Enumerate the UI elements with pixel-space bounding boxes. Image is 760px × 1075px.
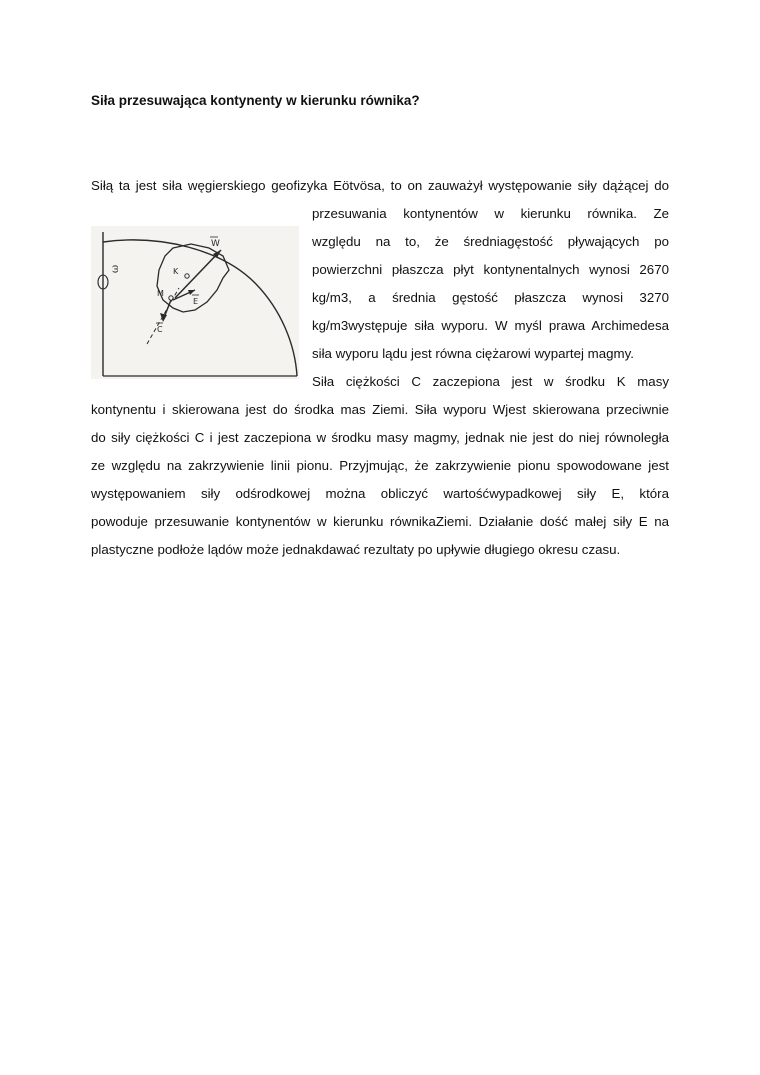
- text-line-3: względu na to, że średniagęstość pływających po: [312, 234, 669, 249]
- text-line-6: kg/m3występuje siła wyporu. W myśl prawa Archimedesa: [312, 318, 669, 333]
- text-line-12: występowaniem siły odśrodkowej można obliczyć wartośćwypadkowej siły E, która: [91, 486, 669, 501]
- text-line-9: kontynentu i skierowana jest do środka mas Ziemi. Siła wyporu Wjest skierowana przeciwnie: [91, 402, 669, 417]
- omega-label: ω: [110, 264, 121, 273]
- text-line-7: siła wyporu lądu jest równa ciężarowi wypartej magmy.: [312, 346, 634, 361]
- text-line-10: do siły ciężkości C i jest zaczepiona w środku masy magmy, jednak nie jest do niej równoległa: [91, 430, 669, 445]
- m-point-label: M: [157, 289, 164, 298]
- w-vector-label: W: [211, 239, 220, 249]
- text-line-8: Siła ciężkości C zaczepiona jest w środku K masy: [312, 374, 669, 389]
- text-line-14: plastyczne podłoże lądów może jednakdawać rezultaty po upływie długiego okresu czasu.: [91, 542, 621, 557]
- text-line-5: kg/m3, a średnia gęstość płaszcza wynosi 3270: [312, 290, 669, 305]
- c-vector-label: C: [157, 325, 163, 334]
- text-line-1: Siłą ta jest siła węgierskiego geofizyka Eötvösa, to on zauważył występowanie siły dążącej do: [91, 178, 669, 193]
- eotvos-force-diagram: [91, 226, 299, 379]
- document-heading: Siła przesuwająca kontynenty w kierunku równika?: [91, 93, 420, 108]
- text-line-11: ze względu na zakrzywienie linii pionu. Przyjmując, że zakrzywienie pionu spowodowane jest: [91, 458, 669, 473]
- text-line-4: powierzchni płaszcza płyt kontynentalnych wynosi 2670: [312, 262, 669, 277]
- text-line-13: powoduje przesuwanie kontynentów w kierunku równikaZiemi. Działanie dość małej siły E na: [91, 514, 669, 529]
- text-line-2: przesuwania kontynentów w kierunku równika. Ze: [312, 206, 669, 221]
- k-point-label: K: [173, 267, 179, 276]
- e-vector-label: E: [193, 297, 199, 306]
